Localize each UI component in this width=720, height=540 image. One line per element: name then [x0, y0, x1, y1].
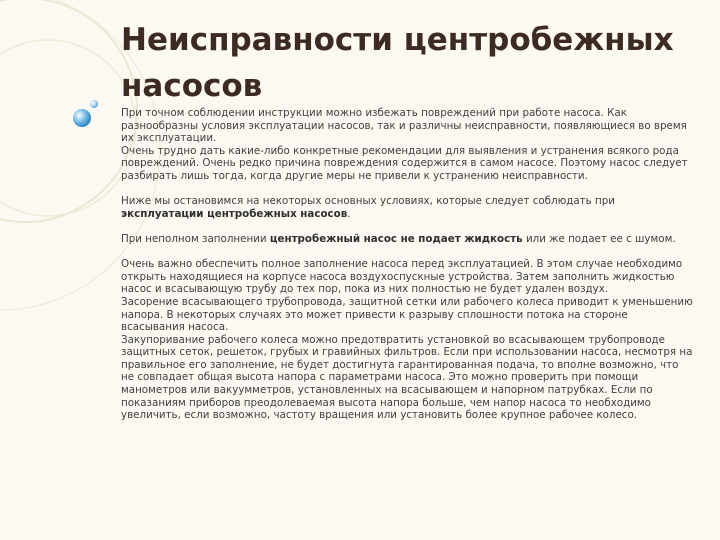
paragraph-details-clogging: Засорение всасывающего трубопровода, защитной сетки или рабочего колеса приводит к уменьшению напора. В некоторых случаях это может привести к разрыву сплошности потока на стороне всасывания насоса.	[121, 295, 693, 334]
paragraph-details-impeller: Закупоривание рабочего колеса можно предотвратить установкой во всасывающем трубопроводе защитных сеток, решеток, грубых и гравийных фильтров. Если при использовании насоса, несмотря на правильное его заполнение, не будет достигнута гарантированная подача, то вполне возможно, что не совпадает общая высота напора с параметрами насоса. Это можно проверить при помощи манометров или вакуумметров, установленных на всасывающем и напорном патрубках. Если по показаниям приборов преодолеваемая высота напора больше, чем напор насоса то необходимо увеличить, если возможно, частоту вращения или установить более крупное рабочее колесо.	[121, 333, 693, 422]
paragraph-conditions-text: Ниже мы остановимся на некоторых основных условиях, которые следует соблюдать при	[121, 195, 615, 208]
paragraph-intro-rest: Очень трудно дать какие-либо конкретные рекомендации для выявления и устранения всякого рода повреждений. Очень редко причина повреждения содержится в самом насосе. Поэтому насос следует разбирать лишь тогда, когда другие меры не привели к устранению неисправности.	[121, 144, 688, 182]
paragraph-fill-text: При неполном заполнении	[121, 232, 270, 245]
paragraph-details	[121, 258, 693, 422]
paragraph-incomplete-fill	[121, 233, 693, 246]
paragraph-intro-text: При точном соблюдении инструкции можно избежать повреждений при работе насоса. Как разнообразны условия эксплуатации насосов, так и различны неисправности, появляющиеся во время их эксплуатации.	[121, 107, 687, 145]
paragraph-intro	[121, 107, 693, 183]
bold-phrase-operation: эксплуатации центробежных насосов	[121, 207, 348, 220]
bold-phrase-no-liquid: центробежный насос не подает жидкость	[269, 232, 523, 245]
page-title: Неисправности центробежных насосов	[121, 22, 674, 104]
paragraph-details-fill: Очень важно обеспечить полное заполнение насоса перед эксплуатацией. В этом случае необходимо открыть находящиеся на корпусе насоса воздухоспускные устройства. Затем заполнить жидкостью насос и всасывающую трубу до тех пор, пока из них полностью не будет удален воздух.	[121, 258, 683, 296]
paragraph-fill-end: или же подает ее с шумом.	[522, 232, 676, 245]
paragraph-conditions	[121, 195, 693, 220]
ring-small	[0, 40, 136, 216]
orb-large	[73, 109, 91, 127]
ring-large	[0, 0, 137, 222]
body-text	[121, 107, 693, 422]
orb-small	[90, 100, 98, 108]
paragraph-conditions-end: .	[347, 207, 351, 220]
